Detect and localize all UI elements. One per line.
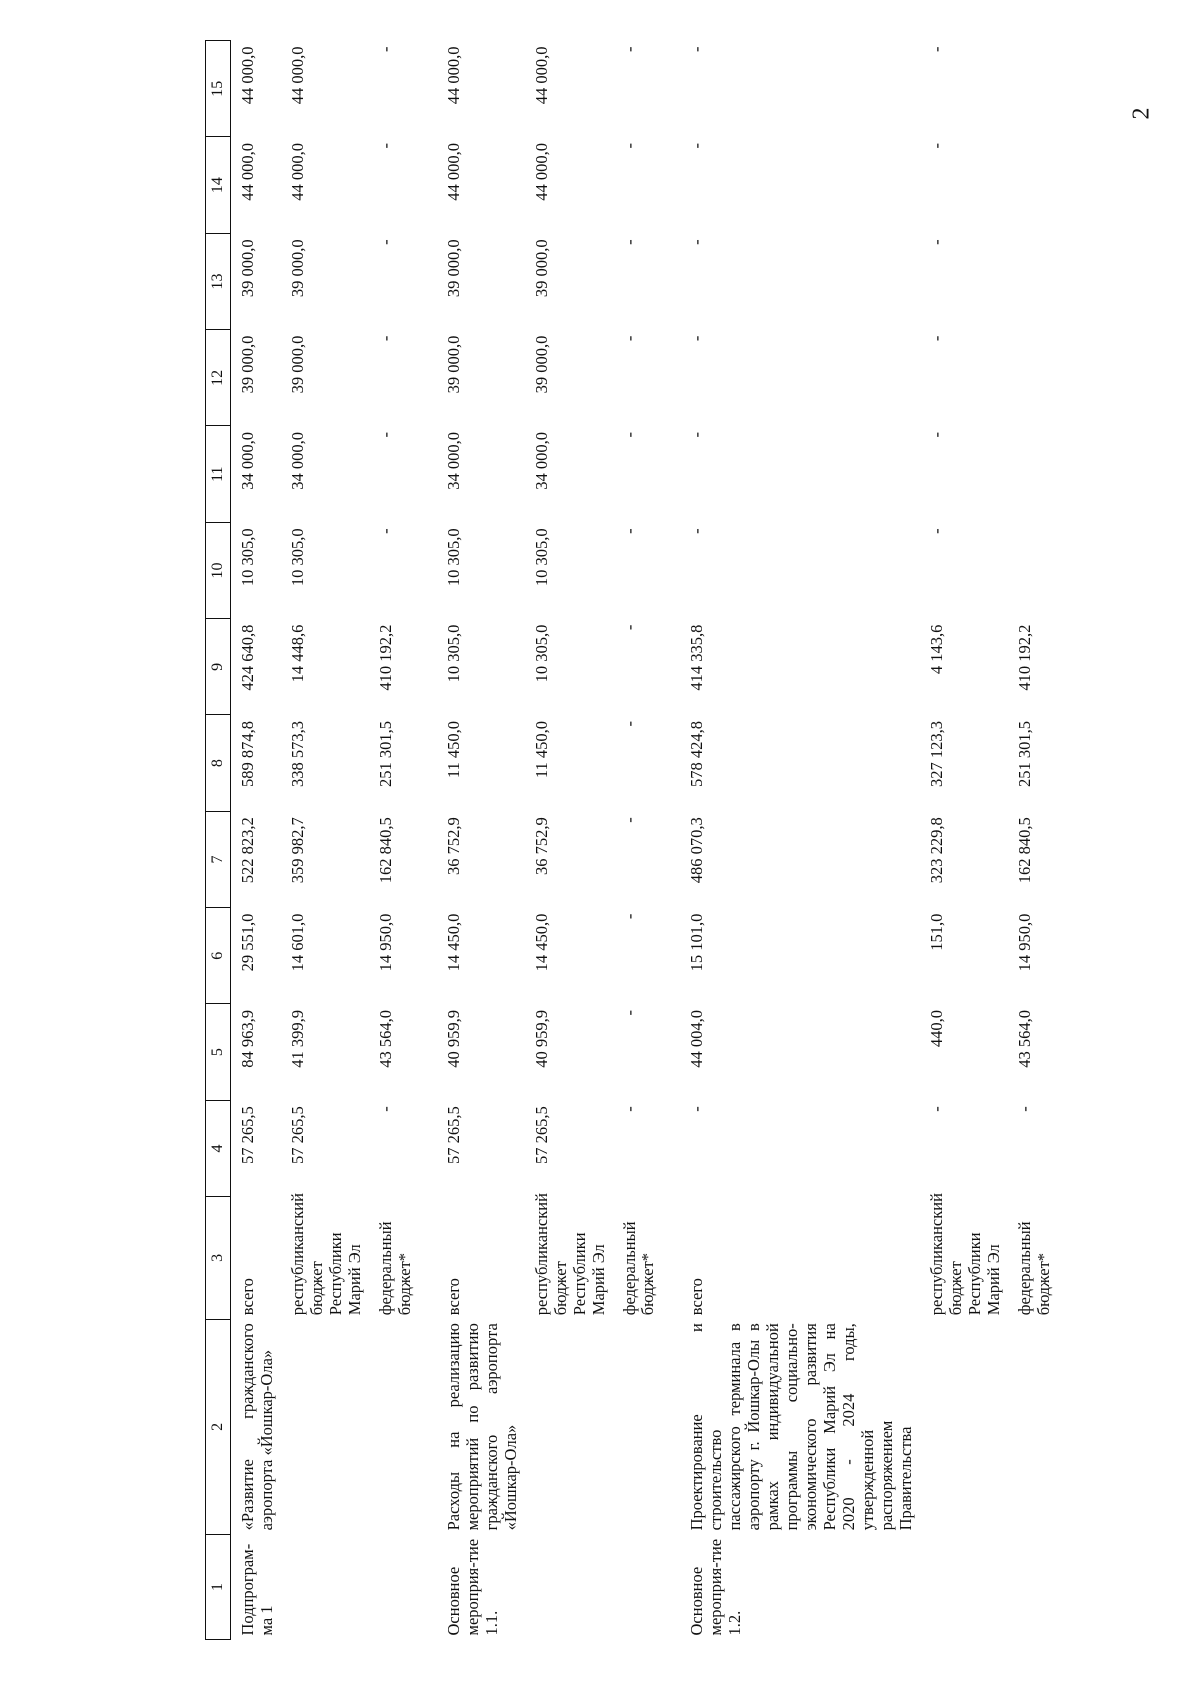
funding-source-cell: всего <box>238 1278 257 1316</box>
value-cell-col-13: 39 000,0 <box>443 239 463 298</box>
value-cell-col-9: 4 143,6 <box>927 624 947 675</box>
value-cell-col-15: 44 000,0 <box>287 46 307 105</box>
column-number-2: 2 <box>206 1319 231 1534</box>
program-code-cell <box>369 1534 419 1639</box>
value-cell-col-11: - <box>927 431 947 438</box>
value-cell-col-12: - <box>619 335 639 342</box>
value-cell-col-7: 162 840,5 <box>375 817 395 884</box>
value-cell-col-6: 14 601,0 <box>287 913 307 972</box>
value-cell-col-7: 162 840,5 <box>1014 817 1034 884</box>
value-cell-col-6: 14 450,0 <box>443 913 463 972</box>
column-number-3: 3 <box>206 1197 231 1320</box>
value-cell-col-12: 39 000,0 <box>238 335 257 394</box>
value-cell-col-6: 14 450,0 <box>531 913 551 972</box>
value-cell-col-10: - <box>687 528 707 534</box>
value-cell-col-13: 39 000,0 <box>287 239 307 298</box>
value-cell-col-11: 34 000,0 <box>531 431 551 490</box>
value-cell-col-12: - <box>687 335 707 342</box>
column-number-12: 12 <box>206 330 231 426</box>
value-cell-col-6: 151,0 <box>927 913 947 951</box>
value-cell-col-11: 34 000,0 <box>443 431 463 490</box>
value-cell-col-11: - <box>619 431 639 438</box>
value-cell-col-6: 29 551,0 <box>238 913 257 972</box>
value-cell-col-11: 34 000,0 <box>238 431 257 490</box>
column-number-5: 5 <box>206 1004 231 1100</box>
program-code-cell <box>613 1534 663 1639</box>
value-cell-col-10: - <box>375 528 395 534</box>
value-cell-col-10: 10 305,0 <box>287 528 307 587</box>
value-cell-col-9: - <box>619 624 639 631</box>
value-cell-col-13: 39 000,0 <box>238 239 257 298</box>
value-cell-col-9: 10 305,0 <box>443 624 463 683</box>
column-number-15: 15 <box>206 41 231 138</box>
value-cell-col-9: 10 305,0 <box>531 624 551 683</box>
value-cell-col-4: 57 265,5 <box>531 1106 551 1165</box>
budget-table <box>205 40 1058 1640</box>
value-cell-col-4: 57 265,5 <box>287 1106 307 1165</box>
value-cell-col-12: 39 000,0 <box>443 335 463 394</box>
value-cell-col-8: 11 450,0 <box>443 720 463 779</box>
value-cell-col-9: 424 640,8 <box>238 624 257 691</box>
column-number-6: 6 <box>206 908 231 1004</box>
value-cell-col-15: - <box>619 46 639 52</box>
value-cell-col-8: 578 424,8 <box>687 720 707 787</box>
value-cell-col-8: - <box>619 720 639 727</box>
value-cell-col-13: - <box>687 239 707 245</box>
value-cell-col-9: 414 335,8 <box>687 624 707 691</box>
funding-source-cell: республиканский бюджет Республики Марий Эл <box>531 1193 608 1316</box>
value-cell-col-7: - <box>619 817 639 823</box>
value-cell-col-4: - <box>927 1106 947 1112</box>
value-cell-col-4: - <box>1014 1106 1034 1112</box>
value-cell-col-7: 36 752,9 <box>443 817 463 876</box>
table-row <box>920 41 1008 1640</box>
value-cell-col-15 <box>1008 41 1058 138</box>
value-cell-col-10: - <box>927 528 947 534</box>
column-number-8: 8 <box>206 715 231 811</box>
value-cell-col-13 <box>1008 233 1058 329</box>
value-cell-col-8: 589 874,8 <box>238 720 257 787</box>
value-cell-col-14: - <box>619 143 639 149</box>
value-cell-col-9: 410 192,2 <box>1014 624 1034 691</box>
budget-table-sheet <box>205 40 1053 1640</box>
value-cell-col-12 <box>1008 330 1058 426</box>
column-number-7: 7 <box>206 811 231 907</box>
value-cell-col-4: - <box>619 1106 639 1112</box>
value-cell-col-5: 43 564,0 <box>375 1009 395 1068</box>
value-cell-col-5: 440,0 <box>927 1009 947 1048</box>
funding-source-cell: всего <box>687 1278 707 1316</box>
value-cell-col-8: 251 301,5 <box>375 720 395 787</box>
table-row <box>281 41 369 1640</box>
value-cell-col-14: 44 000,0 <box>443 143 463 201</box>
funding-source-cell: республиканский бюджет Республики Марий Эл <box>287 1193 364 1316</box>
value-cell-col-13: - <box>619 239 639 245</box>
value-cell-col-4: 57 265,5 <box>443 1106 463 1165</box>
program-name-cell <box>525 1319 613 1534</box>
value-cell-col-9: 410 192,2 <box>375 624 395 691</box>
value-cell-col-7: 323 229,8 <box>927 817 947 884</box>
value-cell-col-14: 44 000,0 <box>531 143 551 201</box>
table-body <box>231 41 1058 1640</box>
value-cell-col-12: 39 000,0 <box>287 335 307 394</box>
program-name-cell: Проектирование и строительство пассажирского терминала в аэропорту г. Йошкар-Олы в рамках индивидуальной программы социально-экономического развития Республики Марий Эл на 2020 - 2024 годы, утвержденной распоряжением Правительства <box>687 1323 916 1531</box>
value-cell-col-11: - <box>375 431 395 438</box>
program-code-cell <box>920 1534 1008 1639</box>
column-number-14: 14 <box>206 137 231 233</box>
value-cell-col-5: 84 963,9 <box>238 1009 257 1068</box>
funding-source-cell: республиканский бюджет Республики Марий Эл <box>927 1193 1003 1316</box>
value-cell-col-15: - <box>687 46 707 52</box>
value-cell-col-10 <box>1008 522 1058 618</box>
value-cell-col-10: 10 305,0 <box>531 528 551 587</box>
funding-source-cell: федеральный бюджет* <box>375 1221 414 1316</box>
value-cell-col-11 <box>1008 426 1058 522</box>
column-number-11: 11 <box>206 426 231 522</box>
value-cell-col-4: - <box>375 1106 395 1112</box>
value-cell-col-6: 14 950,0 <box>375 913 395 972</box>
value-cell-col-7: 486 070,3 <box>687 817 707 884</box>
value-cell-col-14: - <box>375 143 395 149</box>
value-cell-col-8: 251 301,5 <box>1014 720 1034 787</box>
column-number-header <box>206 41 231 1640</box>
funding-source-cell: всего <box>443 1278 463 1316</box>
value-cell-col-15: 44 000,0 <box>531 46 551 105</box>
program-name-cell <box>1008 1319 1058 1534</box>
value-cell-col-6: 15 101,0 <box>687 913 707 972</box>
value-cell-col-7: 359 982,7 <box>287 817 307 884</box>
column-number-13: 13 <box>206 233 231 329</box>
table-row <box>369 41 419 1640</box>
value-cell-col-5: 40 959,9 <box>531 1009 551 1068</box>
value-cell-col-5: - <box>619 1009 639 1016</box>
value-cell-col-11: 34 000,0 <box>287 431 307 490</box>
value-cell-col-8: 327 123,3 <box>927 720 947 787</box>
value-cell-col-12: 39 000,0 <box>531 335 551 394</box>
value-cell-col-8: 338 573,3 <box>287 720 307 787</box>
value-cell-col-13: 39 000,0 <box>531 239 551 298</box>
program-name-cell <box>613 1319 663 1534</box>
table-row <box>419 41 525 1640</box>
value-cell-col-10: 10 305,0 <box>238 528 257 587</box>
value-cell-col-12: - <box>927 335 947 342</box>
value-cell-col-11: - <box>687 431 707 438</box>
value-cell-col-15: - <box>927 46 947 52</box>
value-cell-col-5: 40 959,9 <box>443 1009 463 1068</box>
value-cell-col-13: - <box>927 239 947 245</box>
page-number: 2 <box>1128 107 1155 120</box>
program-name-cell: Расходы на реализацию мероприятий по развитию гражданского аэропорта «Йошкар-Ола» <box>443 1323 520 1531</box>
value-cell-col-5: 41 399,9 <box>287 1009 307 1068</box>
value-cell-col-7: 36 752,9 <box>531 817 551 876</box>
program-name-cell <box>281 1319 369 1534</box>
table-row <box>231 41 281 1640</box>
value-cell-col-14: - <box>927 143 947 149</box>
value-cell-col-6: - <box>619 913 639 920</box>
program-code-cell: Подпрограм-ма 1 <box>238 1543 276 1636</box>
value-cell-col-10: - <box>619 528 639 534</box>
table-row <box>1008 41 1058 1640</box>
program-name-cell <box>369 1319 419 1534</box>
table-row <box>525 41 613 1640</box>
value-cell-col-12: - <box>375 335 395 342</box>
table-row <box>662 41 920 1640</box>
funding-source-cell: федеральный бюджет* <box>619 1221 658 1316</box>
value-cell-col-10: 10 305,0 <box>443 528 463 587</box>
value-cell-col-7: 522 823,2 <box>238 817 257 884</box>
column-number-1: 1 <box>206 1534 231 1639</box>
value-cell-col-15: 44 000,0 <box>443 46 463 105</box>
table-row <box>613 41 663 1640</box>
value-cell-col-14 <box>1008 137 1058 233</box>
value-cell-col-8: 11 450,0 <box>531 720 551 779</box>
value-cell-col-5: 44 004,0 <box>687 1009 707 1068</box>
funding-source-cell: федеральный бюджет* <box>1014 1221 1053 1316</box>
value-cell-col-15: - <box>375 46 395 52</box>
value-cell-col-14: 44 000,0 <box>287 143 307 201</box>
program-name-cell <box>920 1319 1008 1534</box>
program-name-cell: «Развитие гражданского аэропорта «Йошкар-Ола» <box>238 1323 276 1531</box>
value-cell-col-6: 14 950,0 <box>1014 913 1034 972</box>
value-cell-col-4: 57 265,5 <box>238 1106 257 1165</box>
column-number-4: 4 <box>206 1100 231 1196</box>
program-code-cell <box>281 1534 369 1639</box>
column-number-10: 10 <box>206 522 231 618</box>
program-code-cell: Основное мероприя-тие 1.2. <box>687 1538 745 1636</box>
program-code-cell: Основное мероприя-тие 1.1. <box>443 1538 501 1636</box>
value-cell-col-4: - <box>687 1106 707 1112</box>
program-code-cell <box>525 1534 613 1639</box>
program-code-cell <box>1008 1534 1058 1639</box>
column-number-9: 9 <box>206 619 231 715</box>
value-cell-col-14: 44 000,0 <box>238 143 257 201</box>
value-cell-col-9: 14 448,6 <box>287 624 307 683</box>
value-cell-col-15: 44 000,0 <box>238 46 257 105</box>
value-cell-col-14: - <box>687 143 707 149</box>
value-cell-col-13: - <box>375 239 395 245</box>
value-cell-col-5: 43 564,0 <box>1014 1009 1034 1068</box>
